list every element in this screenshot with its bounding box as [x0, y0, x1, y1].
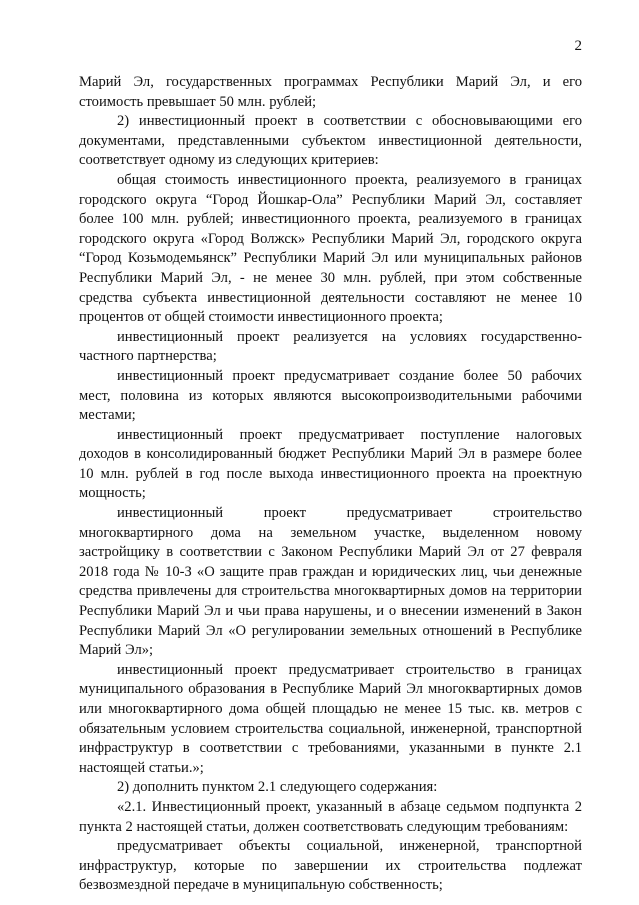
paragraph: общая стоимость инвестиционного проекта, реализуемого в границах городского округа “Город Йошкар-Ола” Республики Марий Эл, составляет более 100 млн. рублей; инвестиционного проекта, реализуемого в границах городского округа «Город Волжск» Республики Марий Эл, городского округа “Город Козьмодемьянск” Республики Марий Эл или муниципальных районов Республики Марий Эл, - не менее 30 млн. рублей, при этом собственные средства субъекта инвестиционной деятельности составляют не менее 10 процентов от общей стоимости инвестиционного проекта; [79, 171, 582, 326]
paragraph: «2.1. Инвестиционный проект, указанный в абзаце седьмом подпункта 2 пункта 2 настоящей статьи, должен соответствовать следующим требованиям: [79, 798, 582, 835]
paragraph: инвестиционный проект предусматривает строительство в границах муниципального образования в Республике Марий Эл многоквартирных домов или многоквартирного дома общей площадью не менее 15 тыс. кв. метров с обязательным условием строительства социальной, инженерной, транспортной инфраструктур в соответствии с требованиями, указанными в пункте 2.1 настоящей статьи.»; [79, 661, 582, 776]
paragraph: инвестиционный проект реализуется на условиях государственно-частного партнерства; [79, 328, 582, 365]
paragraph: инвестиционный проект предусматривает поступление налоговых доходов в консолидированный бюджет Республики Марий Эл в размере более 10 млн. рублей в год после выхода инвестиционного проекта на проектную мощность; [79, 426, 582, 502]
paragraph: инвестиционный проект предусматривает строительство многоквартирного дома на земельном участке, выделенном новому застройщику в соответствии с Законом Республики Марий Эл от 27 февраля 2018 года № 10-З «О защите прав граждан и юридических лиц, чьи денежные средства привлечены для строительства многоквартирных домов на территории Республики Марий Эл и чьи права нарушены, и о внесении изменений в Закон Республики Марий Эл «О регулировании земельных отношений в Республике Марий Эл»; [79, 505, 582, 659]
page-number: 2 [574, 38, 582, 54]
paragraph: Марий Эл, государственных программах Республики Марий Эл, и его стоимость превышает 50 млн. рублей; [79, 74, 582, 110]
document-body [79, 73, 582, 896]
paragraph: предусматривает объекты социальной, инженерной, транспортной инфраструктур, которые по завершении их строительства подлежат безвозмездной передаче в муниципальную собственность; [79, 838, 582, 894]
paragraph: 2) инвестиционный проект в соответствии с обосновывающими его документами, представленными субъектом инвестиционной деятельности, соответствует одному из следующих критериев: [79, 113, 582, 169]
paragraph: инвестиционный проект предусматривает создание более 50 рабочих мест, половина из которых являются высокопроизводительными рабочими местами; [79, 367, 582, 424]
paragraph: 2) дополнить пунктом 2.1 следующего содержания: [117, 779, 438, 796]
